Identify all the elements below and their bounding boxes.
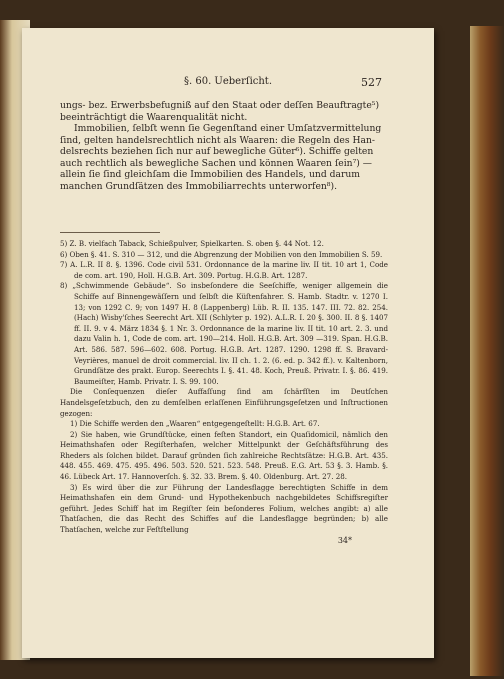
page-number: 527 — [361, 76, 382, 89]
body-line: auch rechtlich als bewegliche Sachen und können Waaren ſein⁷) — — [60, 157, 372, 169]
body-line: Immobilien, ſelbſt wenn ſie Gegenſtand einer Umſatzvermittelung — [74, 123, 382, 134]
book-cover-edge — [470, 26, 504, 676]
printer-signature: 34* — [337, 535, 352, 545]
section-title: §. 60. Ueberſicht. — [183, 76, 273, 87]
running-header — [22, 76, 434, 92]
footnote: 8) „Schwimmende Gebäude“. So insbeſondere die Seeſchiffe, weniger allgemein die Schiffe auf Binnengewäſſern und ſelbſt die Küſtenfahrer. S. Hamb. Stadtr. v. 1270 I. 13; von 1292 C. 9; von 1497 H. 8 (Lappenberg) Lüb. R. II. 135. 147. III. 72. 82. 254. (Hach) Wisby'ſches Seerecht Art. XII (Schlyter p. 192). A.L.R. I. 20 §. 300. II. 8 §. 1407 ff. II. 9. v 4. März 1834 §. 1 Nr. 3. Ordonnance de la marine liv. II tit. 10 art. 2. 3. und dazu Valin h. 1, Code de com. art. 190—214. Holl. H.G.B. Art. 309 —319. Span. H.G.B. Art. 586. 587. 596—602. 608. Portug. H.G.B. Art. 1287. 1290. 1298 ff. S. Bravard-Veyrières, manuel de droit commercial. liv. II ch. 1. 2. (6. ed. p. 342 ff.). v. Kaltenborn, Grundſätze des prakt. Europ. Seerechts I. §. 41. 48. Koch, Preuß. Privatr. I. §. 86. 419. Baumeiſter, Hamb. Privatr. I. S. 99. 100. — [60, 281, 388, 386]
footnotes — [60, 239, 388, 546]
footnote-paragraph: 2) Sie haben, wie Grundſtücke, einen feſten Standort, ein Quaſidomicil, nämlich den Heimathshafen oder Regiſterhafen, welcher Mittelpunkt der Geſchäftsführung des Rheders als ſolchen bildet. Darauf gründen ſich zahlreiche Rechtsſätze: H.G.B. Art. 435. 448. 455. 469. 475. 495. 496. 503. 520. 521. 523. 548. Preuß. E.G. Art. 53 §. 3. Hamb. §. 46. Lübeck Art. 17. Hannoverſch. §. 32. 33. Brem. §. 40. Oldenburg. Art. 27. 28. — [60, 429, 388, 482]
main-text — [60, 100, 390, 192]
body-line: beeinträchtigt die Waarenqualität nicht. — [60, 111, 248, 123]
footnote: 6) Oben §. 41. S. 310 — 312, und die Abgrenzung der Mobilien von den Immobilien S. 59. — [60, 249, 383, 259]
footnote-paragraph: Die Conſequenzen dieſer Auffaſſung ſind am ſchärfſten im Deutſchen Handelsgeſetzbuch, den zu demſelben erlaſſenen Einführungsgeſetzen und Inſtructionen gezogen: — [60, 387, 388, 418]
footnote-paragraph: 1) Die Schiffe werden den „Waaren“ entgegengeſtellt: H.G.B. Art. 67. — [70, 419, 320, 429]
footnote: 7) A. L.R. II 8. §. 1396. Code civil 531. Ordonnance de la marine liv. II tit. 10 art 1, Code de com. art. 190, Holl. H.G.B. Art. 309. Portug. H.G.B. Art. 1287. — [60, 260, 388, 280]
body-line: ſind, gelten handelsrechtlich nicht als Waaren: die Regeln des Han- — [60, 134, 375, 146]
footnote: 5) Z. B. vielfach Taback, Schießpulver, Spielkarten. S. oben §. 44 Not. 12. — [60, 239, 324, 248]
body-line: delsrechts beziehen ſich nur auf bewegliche Güter⁶). Schiffe gelten — [60, 146, 374, 157]
body-line: ungs- bez. Erwerbsbefugniß auf den Staat oder deſſen Beauftragte⁵) — [60, 100, 380, 111]
footnote-paragraph: 3) Es wird über die zur Führung der Landesflagge berechtigten Schiffe in dem Heimathshafen ein dem Grund- und Hypothekenbuch nachgebildetes Schiffsregiſter geführt. Jedes Schiff hat im Regiſter ſein beſonderes Folium, welches angibt: a) alle Thatſachen, die das Recht des Schiffes auf die Landesflagge begründen; b) alle Thatſachen, welche zur Feſtſtellung — [60, 482, 388, 535]
body-line: allein ſie ſind gleichſam die Immobilien des Handels, und darum — [60, 169, 361, 180]
book-page — [22, 28, 434, 658]
body-line: manchen Grundſätzen des Immobiliarrechts unterworfen⁸). — [60, 180, 337, 192]
footnote-separator — [60, 232, 160, 233]
